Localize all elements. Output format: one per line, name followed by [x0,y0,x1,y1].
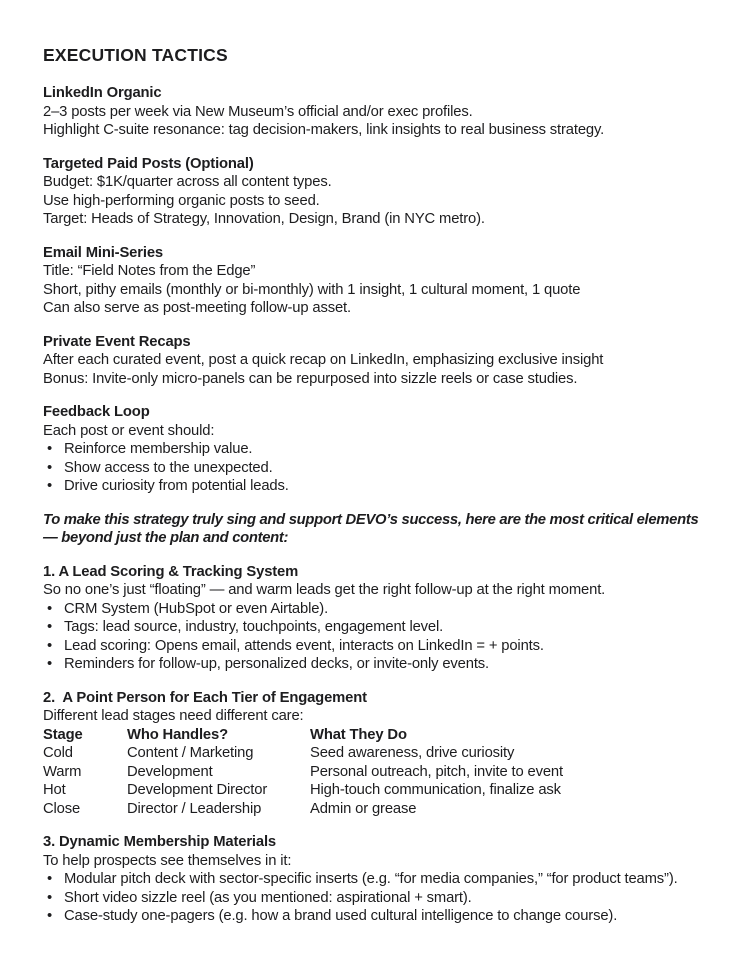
table-cell: High-touch communication, finalize ask [310,782,561,798]
list-item: • Modular pitch deck with sector-specific inserts (e.g. “for media companies,” “for product teams”). [43,870,708,889]
body-line: To help prospects see themselves in it: [43,852,292,869]
section-heading-feedback-loop: Feedback Loop [43,404,150,420]
section-targeted-paid-posts [43,155,708,229]
table-cell: Development [127,763,213,780]
section-heading-point-person: 2. A Point Person for Each Tier of Engagement [43,689,367,706]
section-linkedin-organic [43,84,708,140]
emphasis-line: To make this strategy truly sing and support DEVO’s success, here are the most critical elements [43,511,699,528]
body-line: Can also serve as post-meeting follow-up asset. [43,300,351,316]
table-cell: Hot [43,782,66,798]
list-item: • Reminders for follow-up, personalized decks, or invite-only events. [43,655,708,674]
section-email-mini-series [43,244,708,318]
section-emphasis-note [43,511,708,548]
list-item: • Short video sizzle reel (as you mentioned: aspirational + smart). [43,889,708,908]
list-item: • Reinforce membership value. [43,440,708,459]
body-line: Bonus: Invite-only micro-panels can be repurposed into sizzle reels or case studies. [43,370,578,387]
body-line: Each post or event should: [43,422,215,439]
section-heading-email-mini-series: Email Mini-Series [43,244,163,261]
body-line: Highlight C-suite resonance: tag decision-makers, link insights to real business strategy. [43,122,605,138]
table-cell: Development Director [127,782,268,798]
section-feedback-loop [43,403,708,496]
body-line: So no one’s just “floating” — and warm leads get the right follow-up at the right moment. [43,582,606,598]
section-heading-lead-scoring: 1. A Lead Scoring & Tracking System [43,563,299,580]
table-cell: Close [43,800,81,817]
lead-scoring-bullet-list [43,600,708,674]
section-point-person [43,689,708,819]
table-header-stage: Stage [43,726,83,743]
section-private-event-recaps [43,333,708,389]
list-item: • Drive curiosity from potential leads. [43,477,708,496]
table-cell: Warm [43,763,82,780]
list-item: • CRM System (HubSpot or even Airtable). [43,600,708,619]
table-cell: Seed awareness, drive curiosity [310,745,515,761]
body-line: Title: “Field Notes from the Edge” [43,263,256,279]
table-cell: Content / Marketing [127,745,254,761]
membership-materials-bullet-list [43,870,708,926]
body-line: Target: Heads of Strategy, Innovation, Design, Brand (in NYC metro). [43,211,485,227]
table-header-what-they-do: What They Do [310,726,407,743]
tier-engagement-table [43,726,708,819]
table-cell: Personal outreach, pitch, invite to event [310,763,563,780]
body-line: After each curated event, post a quick recap on LinkedIn, emphasizing exclusive insight [43,352,604,368]
body-line: Use high-performing organic posts to seed. [43,192,320,209]
section-lead-scoring [43,563,708,674]
section-heading-private-event-recaps: Private Event Recaps [43,333,191,350]
section-heading-targeted-paid-posts: Targeted Paid Posts (Optional) [43,155,254,172]
page-title: EXECUTION TACTICS [43,45,228,65]
list-item: • Lead scoring: Opens email, attends event, interacts on LinkedIn = + points. [43,637,708,656]
body-line: Different lead stages need different care: [43,708,304,724]
section-heading-membership-materials: 3. Dynamic Membership Materials [43,834,277,850]
section-heading-linkedin-organic: LinkedIn Organic [43,85,162,101]
table-cell: Director / Leadership [127,800,262,817]
body-line: Short, pithy emails (monthly or bi-monthly) with 1 insight, 1 cultural moment, 1 quote [43,281,581,298]
emphasis-line: — beyond just the plan and content: [43,530,289,546]
table-cell: Cold [43,745,73,761]
list-item: • Case-study one-pagers (e.g. how a brand used cultural intelligence to change course). [43,907,708,926]
table-header-who-handles: Who Handles? [127,726,228,743]
section-membership-materials [43,833,708,926]
feedback-loop-bullet-list [43,440,708,496]
list-item: • Tags: lead source, industry, touchpoints, engagement level. [43,618,708,637]
list-item: • Show access to the unexpected. [43,459,708,478]
body-line: 2–3 posts per week via New Museum’s official and/or exec profiles. [43,103,473,120]
body-line: Budget: $1K/quarter across all content types. [43,174,332,190]
table-cell: Admin or grease [310,800,417,817]
